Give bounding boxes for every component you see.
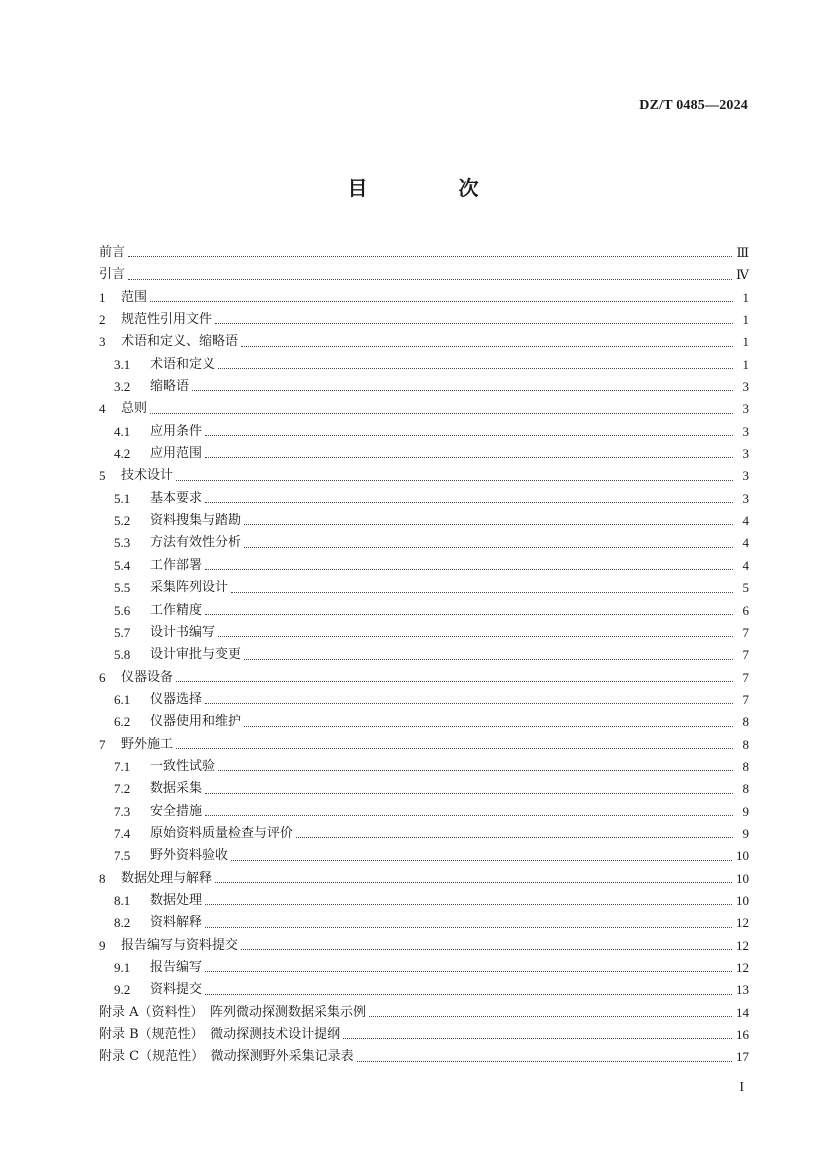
toc-entry[interactable] [99, 979, 749, 1001]
toc-entry[interactable] [99, 734, 749, 756]
dot-leader [205, 702, 733, 704]
dot-leader [231, 859, 732, 861]
toc-entry-page: 3 [742, 468, 749, 484]
toc-entry-page: 8 [742, 781, 749, 797]
toc-entry-title: 数据处理 [150, 892, 203, 908]
toc-entry[interactable] [99, 689, 749, 711]
toc-entry-title: 仪器选择 [150, 691, 203, 707]
toc-entry-number: 5.3 [114, 535, 131, 551]
toc-entry-title: 规范性引用文件 [121, 312, 213, 328]
toc-entry-number: 9.1 [114, 960, 131, 975]
dot-leader [244, 725, 733, 727]
toc-entry-title: 工作精度 [150, 602, 203, 618]
toc-entry-number: 8.2 [114, 915, 131, 931]
toc-entry-title: 工作部署 [150, 557, 203, 573]
toc-entry-title: 附录 A（资料性） 阵列微动探测数据采集示例 [99, 1004, 367, 1020]
toc-entry-number: 5.8 [114, 647, 131, 663]
toc-entry-number: 9.2 [114, 982, 131, 998]
toc-entry-page: 16 [736, 1027, 749, 1043]
toc-entry[interactable] [99, 778, 749, 800]
toc-entry-page: 7 [742, 691, 749, 707]
toc-entry[interactable] [99, 868, 749, 890]
toc-entry-number: 7.4 [114, 825, 131, 841]
dot-leader [205, 993, 732, 995]
document-code: DZ/T 0485—2024 [639, 98, 748, 113]
toc-entry-number: 5.1 [114, 490, 131, 506]
dot-leader [205, 970, 732, 972]
toc-entry[interactable] [99, 421, 749, 443]
dot-leader [241, 948, 732, 950]
toc-entry-title: 基本要求 [150, 490, 203, 506]
toc-entry-title: 野外施工 [121, 736, 174, 752]
toc-entry-page: 12 [736, 915, 749, 931]
dot-leader [241, 345, 733, 347]
dot-leader [205, 926, 732, 928]
toc-entry[interactable] [99, 1024, 749, 1046]
toc-entry-title: 应用范围 [150, 446, 203, 462]
toc-entry[interactable] [99, 711, 749, 733]
dot-leader [205, 456, 733, 458]
toc-entry-title: 引言 [99, 267, 126, 283]
toc-entry-title: 前言 [99, 245, 126, 260]
toc-entry-number: 4.1 [114, 423, 131, 439]
toc-entry-page: 7 [742, 647, 749, 663]
toc-entry-page: 8 [742, 736, 749, 752]
toc-entry[interactable] [99, 331, 749, 353]
toc-entry-number: 4 [99, 401, 106, 417]
page-title: 目 次 [347, 176, 521, 200]
toc-entry-title: 原始资料质量检查与评价 [150, 825, 294, 841]
toc-entry-number: 5.7 [114, 624, 131, 640]
toc-entry-title: 安全措施 [150, 803, 203, 819]
toc-entry[interactable] [99, 309, 749, 331]
toc-entry-title: 方法有效性分析 [150, 535, 242, 551]
toc-entry-number: 3.1 [114, 356, 131, 372]
dot-leader [176, 479, 733, 481]
dot-leader [128, 278, 732, 280]
toc-entry-page: Ⅲ [736, 245, 749, 260]
toc-entry-title: 数据处理与解释 [121, 870, 213, 886]
toc-entry-page: 1 [742, 334, 749, 350]
toc-entry-title: 野外资料验收 [150, 848, 229, 864]
toc-entry[interactable] [99, 242, 749, 264]
toc-entry-page: 17 [736, 1049, 749, 1065]
toc-entry-page: 8 [742, 758, 749, 774]
toc-entry-number: 5.2 [114, 513, 131, 529]
toc-entry[interactable] [99, 756, 749, 778]
toc-entry-number: 5.4 [114, 557, 131, 573]
toc-entry-number: 7.2 [114, 781, 131, 797]
toc-entry-title: 应用条件 [150, 423, 203, 439]
dot-leader [369, 1015, 732, 1017]
toc-entry-number: 7.1 [114, 758, 131, 774]
toc-entry[interactable] [99, 600, 749, 622]
toc-entry-number: 3.2 [114, 379, 131, 395]
toc-entry-page: 1 [742, 289, 749, 305]
toc-entry-page: 3 [742, 423, 749, 439]
toc-entry[interactable] [99, 532, 749, 554]
toc-entry[interactable] [99, 354, 749, 376]
toc-entry-page: 10 [736, 848, 749, 864]
toc-entry-title: 报告编写 [150, 960, 203, 975]
dot-leader [205, 613, 733, 615]
dot-leader [205, 814, 733, 816]
dot-leader [205, 501, 733, 503]
toc-entry-number: 1 [99, 289, 106, 305]
toc-entry-title: 术语和定义、缩略语 [121, 334, 239, 350]
toc-entry-title: 仪器设备 [121, 669, 174, 685]
toc-entry-page: 3 [742, 379, 749, 395]
toc-entry-number: 6.2 [114, 714, 131, 730]
dot-leader [205, 792, 733, 794]
toc-entry-page: 6 [742, 602, 749, 618]
dot-leader [343, 1037, 732, 1039]
toc-entry-page: 1 [742, 356, 749, 372]
dot-leader [244, 658, 733, 660]
toc-entry-title: 一致性试验 [150, 758, 216, 774]
toc-entry-number: 5 [99, 468, 106, 484]
toc-entry-title: 总则 [121, 401, 148, 417]
toc-entry[interactable] [99, 957, 749, 979]
toc-entry-page: 4 [742, 513, 749, 529]
toc-entry[interactable] [99, 890, 749, 912]
toc-entry-page: 1 [742, 312, 749, 328]
toc-entry-number: 7.5 [114, 848, 131, 864]
toc-entry[interactable] [99, 555, 749, 577]
toc-entry-page: 5 [742, 580, 749, 596]
toc-entry-page: 7 [742, 669, 749, 685]
toc-entry-title: 资料提交 [150, 982, 203, 998]
dot-leader [215, 322, 733, 324]
toc-entry-page: 4 [742, 535, 749, 551]
toc-entry-page: 8 [742, 714, 749, 730]
toc-entry[interactable] [99, 398, 749, 420]
toc-entry-title: 设计审批与变更 [150, 647, 242, 663]
toc-entry-page: 9 [742, 825, 749, 841]
dot-leader [150, 412, 733, 414]
toc-entry[interactable] [99, 287, 749, 309]
toc-entry-title: 设计书编写 [150, 624, 216, 640]
toc-entry[interactable] [99, 935, 749, 957]
toc-entry-number: 2 [99, 312, 106, 328]
dot-leader [176, 747, 733, 749]
toc-entry-title: 范围 [121, 289, 148, 305]
toc-entry-page: 7 [742, 624, 749, 640]
toc-entry[interactable] [99, 845, 749, 867]
toc-entry[interactable] [99, 488, 749, 510]
toc-entry-title: 资料解释 [150, 915, 203, 931]
dot-leader [296, 836, 733, 838]
toc-entry-title: 资料搜集与踏勘 [150, 513, 242, 529]
toc-entry-page: 3 [742, 401, 749, 417]
toc-entry[interactable] [99, 912, 749, 934]
toc-entry-number: 7 [99, 736, 106, 752]
dot-leader [215, 881, 732, 883]
toc-entry[interactable] [99, 622, 749, 644]
toc-entry-number: 8 [99, 870, 106, 886]
toc-entry-title: 附录 C（规范性） 微动探测野外采集记录表 [99, 1049, 354, 1065]
dot-leader [218, 367, 733, 369]
toc-entry-number: 3 [99, 334, 106, 350]
toc-entry[interactable] [99, 577, 749, 599]
toc-entry-title: 仪器使用和维护 [150, 714, 242, 730]
toc-entry-page: 3 [742, 490, 749, 506]
toc-entry-page: 9 [742, 803, 749, 819]
toc-entry-page: Ⅳ [736, 267, 749, 283]
toc-entry[interactable] [99, 510, 749, 532]
toc-entry-number: 8.1 [114, 892, 131, 908]
toc-entry[interactable] [99, 1046, 749, 1068]
dot-leader [150, 300, 733, 302]
toc-entry-title: 数据采集 [150, 781, 203, 797]
dot-leader [205, 434, 733, 436]
toc-entry-title: 报告编写与资料提交 [121, 937, 239, 953]
toc-entry-page: 13 [736, 982, 749, 998]
toc-entry-number: 6 [99, 669, 106, 685]
toc-entry-title: 技术设计 [121, 468, 174, 484]
toc-entry-page: 12 [736, 960, 749, 975]
toc-entry-number: 6.1 [114, 691, 131, 707]
toc-entry-page: 12 [736, 937, 749, 953]
toc-entry[interactable] [99, 443, 749, 465]
toc-entry[interactable] [99, 264, 749, 286]
toc-entry-title: 缩略语 [150, 379, 190, 395]
toc-entry-page: 10 [736, 870, 749, 886]
toc-entry-number: 5.5 [114, 580, 131, 596]
dot-leader [192, 389, 733, 391]
toc-entry-number: 4.2 [114, 446, 131, 462]
dot-leader [218, 769, 733, 771]
dot-leader [231, 591, 733, 593]
toc-entry-number: 5.6 [114, 602, 131, 618]
toc-entry[interactable] [99, 823, 749, 845]
dot-leader [128, 255, 732, 257]
toc-entry-number: 9 [99, 937, 106, 953]
toc-entry-page: 3 [742, 446, 749, 462]
toc-entry-number: 7.3 [114, 803, 131, 819]
dot-leader [205, 568, 733, 570]
toc-entry[interactable] [99, 801, 749, 823]
toc-entry[interactable] [99, 1002, 749, 1024]
dot-leader [244, 546, 733, 548]
dot-leader [176, 680, 733, 682]
toc-entry[interactable] [99, 376, 749, 398]
toc-entry-title: 附录 B（规范性） 微动探测技术设计提纲 [99, 1027, 341, 1043]
toc-entry-page: 10 [736, 892, 749, 908]
table-of-contents [99, 242, 749, 1069]
dot-leader [218, 635, 733, 637]
toc-entry-page: 4 [742, 557, 749, 573]
dot-leader [205, 903, 732, 905]
dot-leader [357, 1060, 732, 1062]
toc-entry-title: 采集阵列设计 [150, 580, 229, 596]
toc-entry[interactable] [99, 644, 749, 666]
page-number: I [739, 1080, 744, 1095]
toc-entry[interactable] [99, 667, 749, 689]
toc-entry-page: 14 [736, 1004, 749, 1020]
toc-entry[interactable] [99, 465, 749, 487]
toc-entry-title: 术语和定义 [150, 356, 216, 372]
dot-leader [244, 523, 733, 525]
